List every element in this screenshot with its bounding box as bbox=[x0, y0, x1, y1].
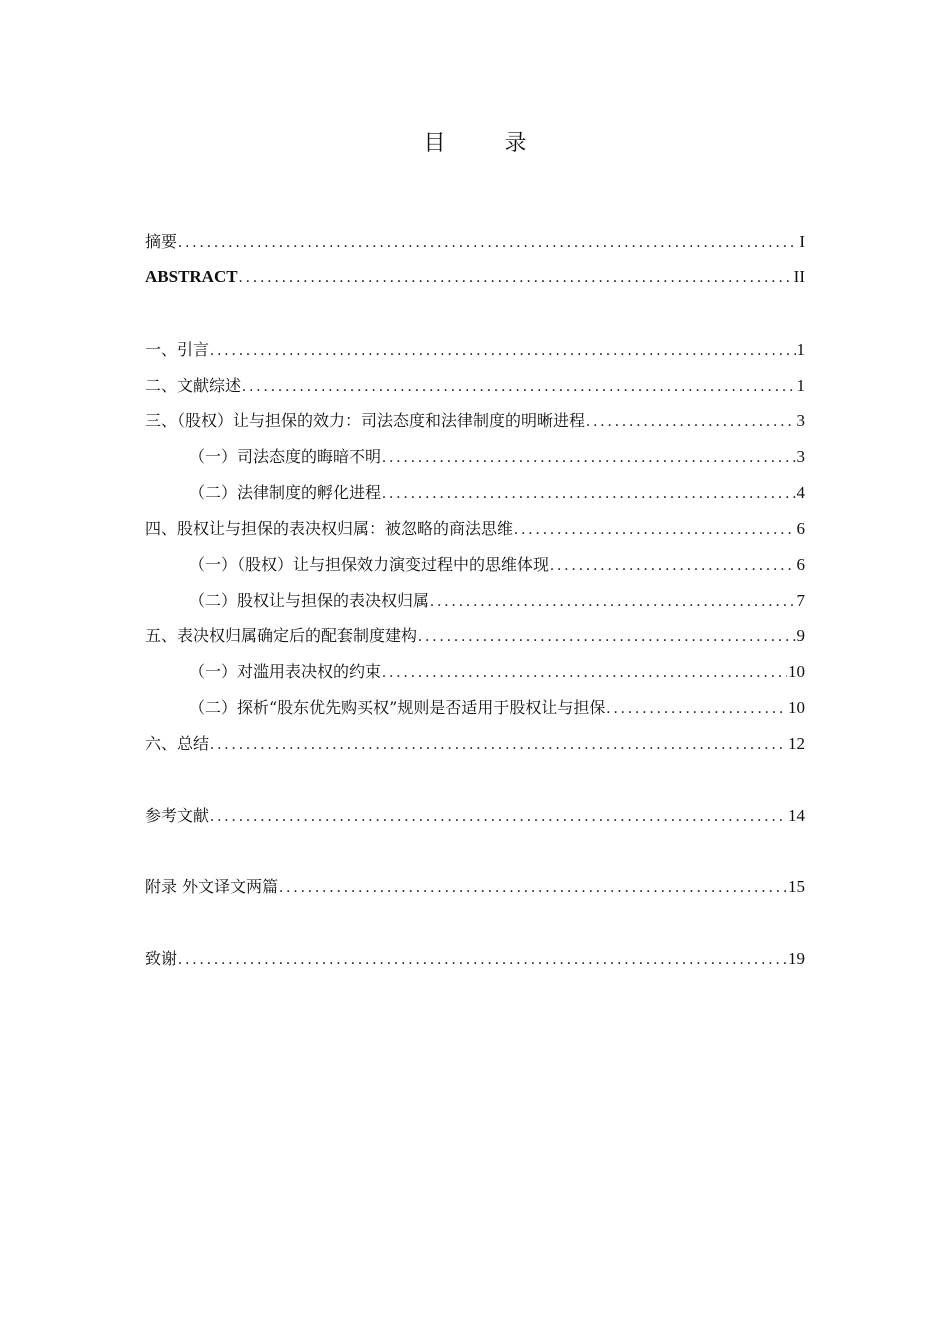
toc-entry-label: ABSTRACT bbox=[145, 267, 238, 286]
toc-entry-abstract-en[interactable] bbox=[145, 265, 805, 289]
toc-dot-leader bbox=[418, 625, 795, 649]
toc-entry-label: 一、引言 bbox=[145, 340, 210, 359]
toc-entry-chapter-1[interactable] bbox=[145, 338, 805, 362]
toc-entry-section-4-1[interactable] bbox=[189, 553, 805, 577]
toc-dot-leader bbox=[210, 733, 787, 757]
toc-entry-chapter-6[interactable] bbox=[145, 732, 805, 756]
toc-dot-leader bbox=[279, 876, 787, 900]
toc-dot-leader bbox=[430, 590, 795, 614]
toc-entry-abstract-cn[interactable] bbox=[145, 230, 805, 254]
toc-entry-page: 9 bbox=[796, 626, 805, 645]
toc-entry-chapter-5[interactable] bbox=[145, 624, 805, 648]
toc-entry-page: 7 bbox=[796, 591, 805, 610]
toc-entry-label: （一）对滥用表决权的约束 bbox=[189, 662, 382, 681]
toc-entry-page: 1 bbox=[796, 376, 805, 395]
toc-entry-page: 12 bbox=[788, 734, 805, 753]
toc-dot-leader bbox=[586, 410, 795, 434]
toc-entry-page: 1 bbox=[796, 340, 805, 359]
toc-entry-page: 10 bbox=[788, 662, 805, 681]
toc-entry-page: 19 bbox=[788, 949, 805, 968]
toc-entry-section-5-1[interactable] bbox=[189, 660, 805, 684]
toc-entry-chapter-4[interactable] bbox=[145, 517, 805, 541]
toc-entry-page: II bbox=[793, 267, 805, 286]
toc-entry-label: 五、表决权归属确定后的配套制度建构 bbox=[145, 626, 418, 645]
toc-dot-leader bbox=[239, 266, 793, 290]
toc-entry-label: 附录 外文译文两篇 bbox=[145, 877, 279, 896]
toc-entry-label: 摘要 bbox=[145, 232, 178, 251]
toc-entry-appendix[interactable] bbox=[145, 875, 805, 899]
toc-entry-page: 10 bbox=[788, 698, 805, 717]
toc-entry-section-3-2[interactable] bbox=[189, 481, 805, 505]
toc-entry-section-5-2[interactable] bbox=[189, 696, 805, 720]
toc-entry-page: 6 bbox=[796, 555, 805, 574]
toc-entry-label: 致谢 bbox=[145, 949, 178, 968]
toc-dot-leader bbox=[178, 231, 798, 255]
toc-dot-leader bbox=[242, 375, 795, 399]
toc-dot-leader bbox=[382, 661, 787, 685]
toc-entry-label: （二）法律制度的孵化进程 bbox=[189, 483, 382, 502]
toc-entry-chapter-2[interactable] bbox=[145, 374, 805, 398]
toc-entry-label: 三、（股权）让与担保的效力：司法态度和法律制度的明晰进程 bbox=[145, 411, 586, 430]
toc-entry-label: 参考文献 bbox=[145, 806, 210, 825]
toc-dot-leader bbox=[382, 482, 795, 506]
toc-dot-leader bbox=[210, 805, 787, 829]
toc-entry-acknowledgements[interactable] bbox=[145, 947, 805, 971]
toc-entry-section-3-1[interactable] bbox=[189, 445, 805, 469]
toc-entry-label: （一）（股权）让与担保效力演变过程中的思维体现 bbox=[189, 555, 550, 574]
toc-entry-page: I bbox=[799, 232, 805, 251]
toc-entry-label: 二、文献综述 bbox=[145, 376, 242, 395]
toc-list bbox=[145, 0, 805, 1000]
toc-entry-label: （二）探析“股东优先购买权”规则是否适用于股权让与担保 bbox=[189, 698, 606, 717]
toc-entry-references[interactable] bbox=[145, 804, 805, 828]
toc-entry-page: 14 bbox=[788, 806, 805, 825]
toc-dot-leader bbox=[550, 554, 795, 578]
toc-entry-label: 六、总结 bbox=[145, 734, 210, 753]
toc-entry-label: （二）股权让与担保的表决权归属 bbox=[189, 591, 430, 610]
toc-entry-page: 4 bbox=[796, 483, 805, 502]
toc-entry-page: 6 bbox=[796, 519, 805, 538]
toc-entry-page: 15 bbox=[788, 877, 805, 896]
toc-entry-page: 3 bbox=[796, 447, 805, 466]
toc-entry-label: 四、股权让与担保的表决权归属：被忽略的商法思维 bbox=[145, 519, 514, 538]
toc-dot-leader bbox=[178, 948, 787, 972]
toc-entry-section-4-2[interactable] bbox=[189, 589, 805, 613]
toc-entry-label: （一）司法态度的晦暗不明 bbox=[189, 447, 382, 466]
toc-dot-leader bbox=[514, 518, 795, 542]
toc-entry-chapter-3[interactable] bbox=[145, 409, 805, 433]
toc-dot-leader bbox=[382, 446, 795, 470]
toc-entry-page: 3 bbox=[796, 411, 805, 430]
toc-title: 目 录 bbox=[423, 131, 553, 156]
toc-dot-leader bbox=[606, 697, 787, 721]
toc-dot-leader bbox=[210, 339, 795, 363]
